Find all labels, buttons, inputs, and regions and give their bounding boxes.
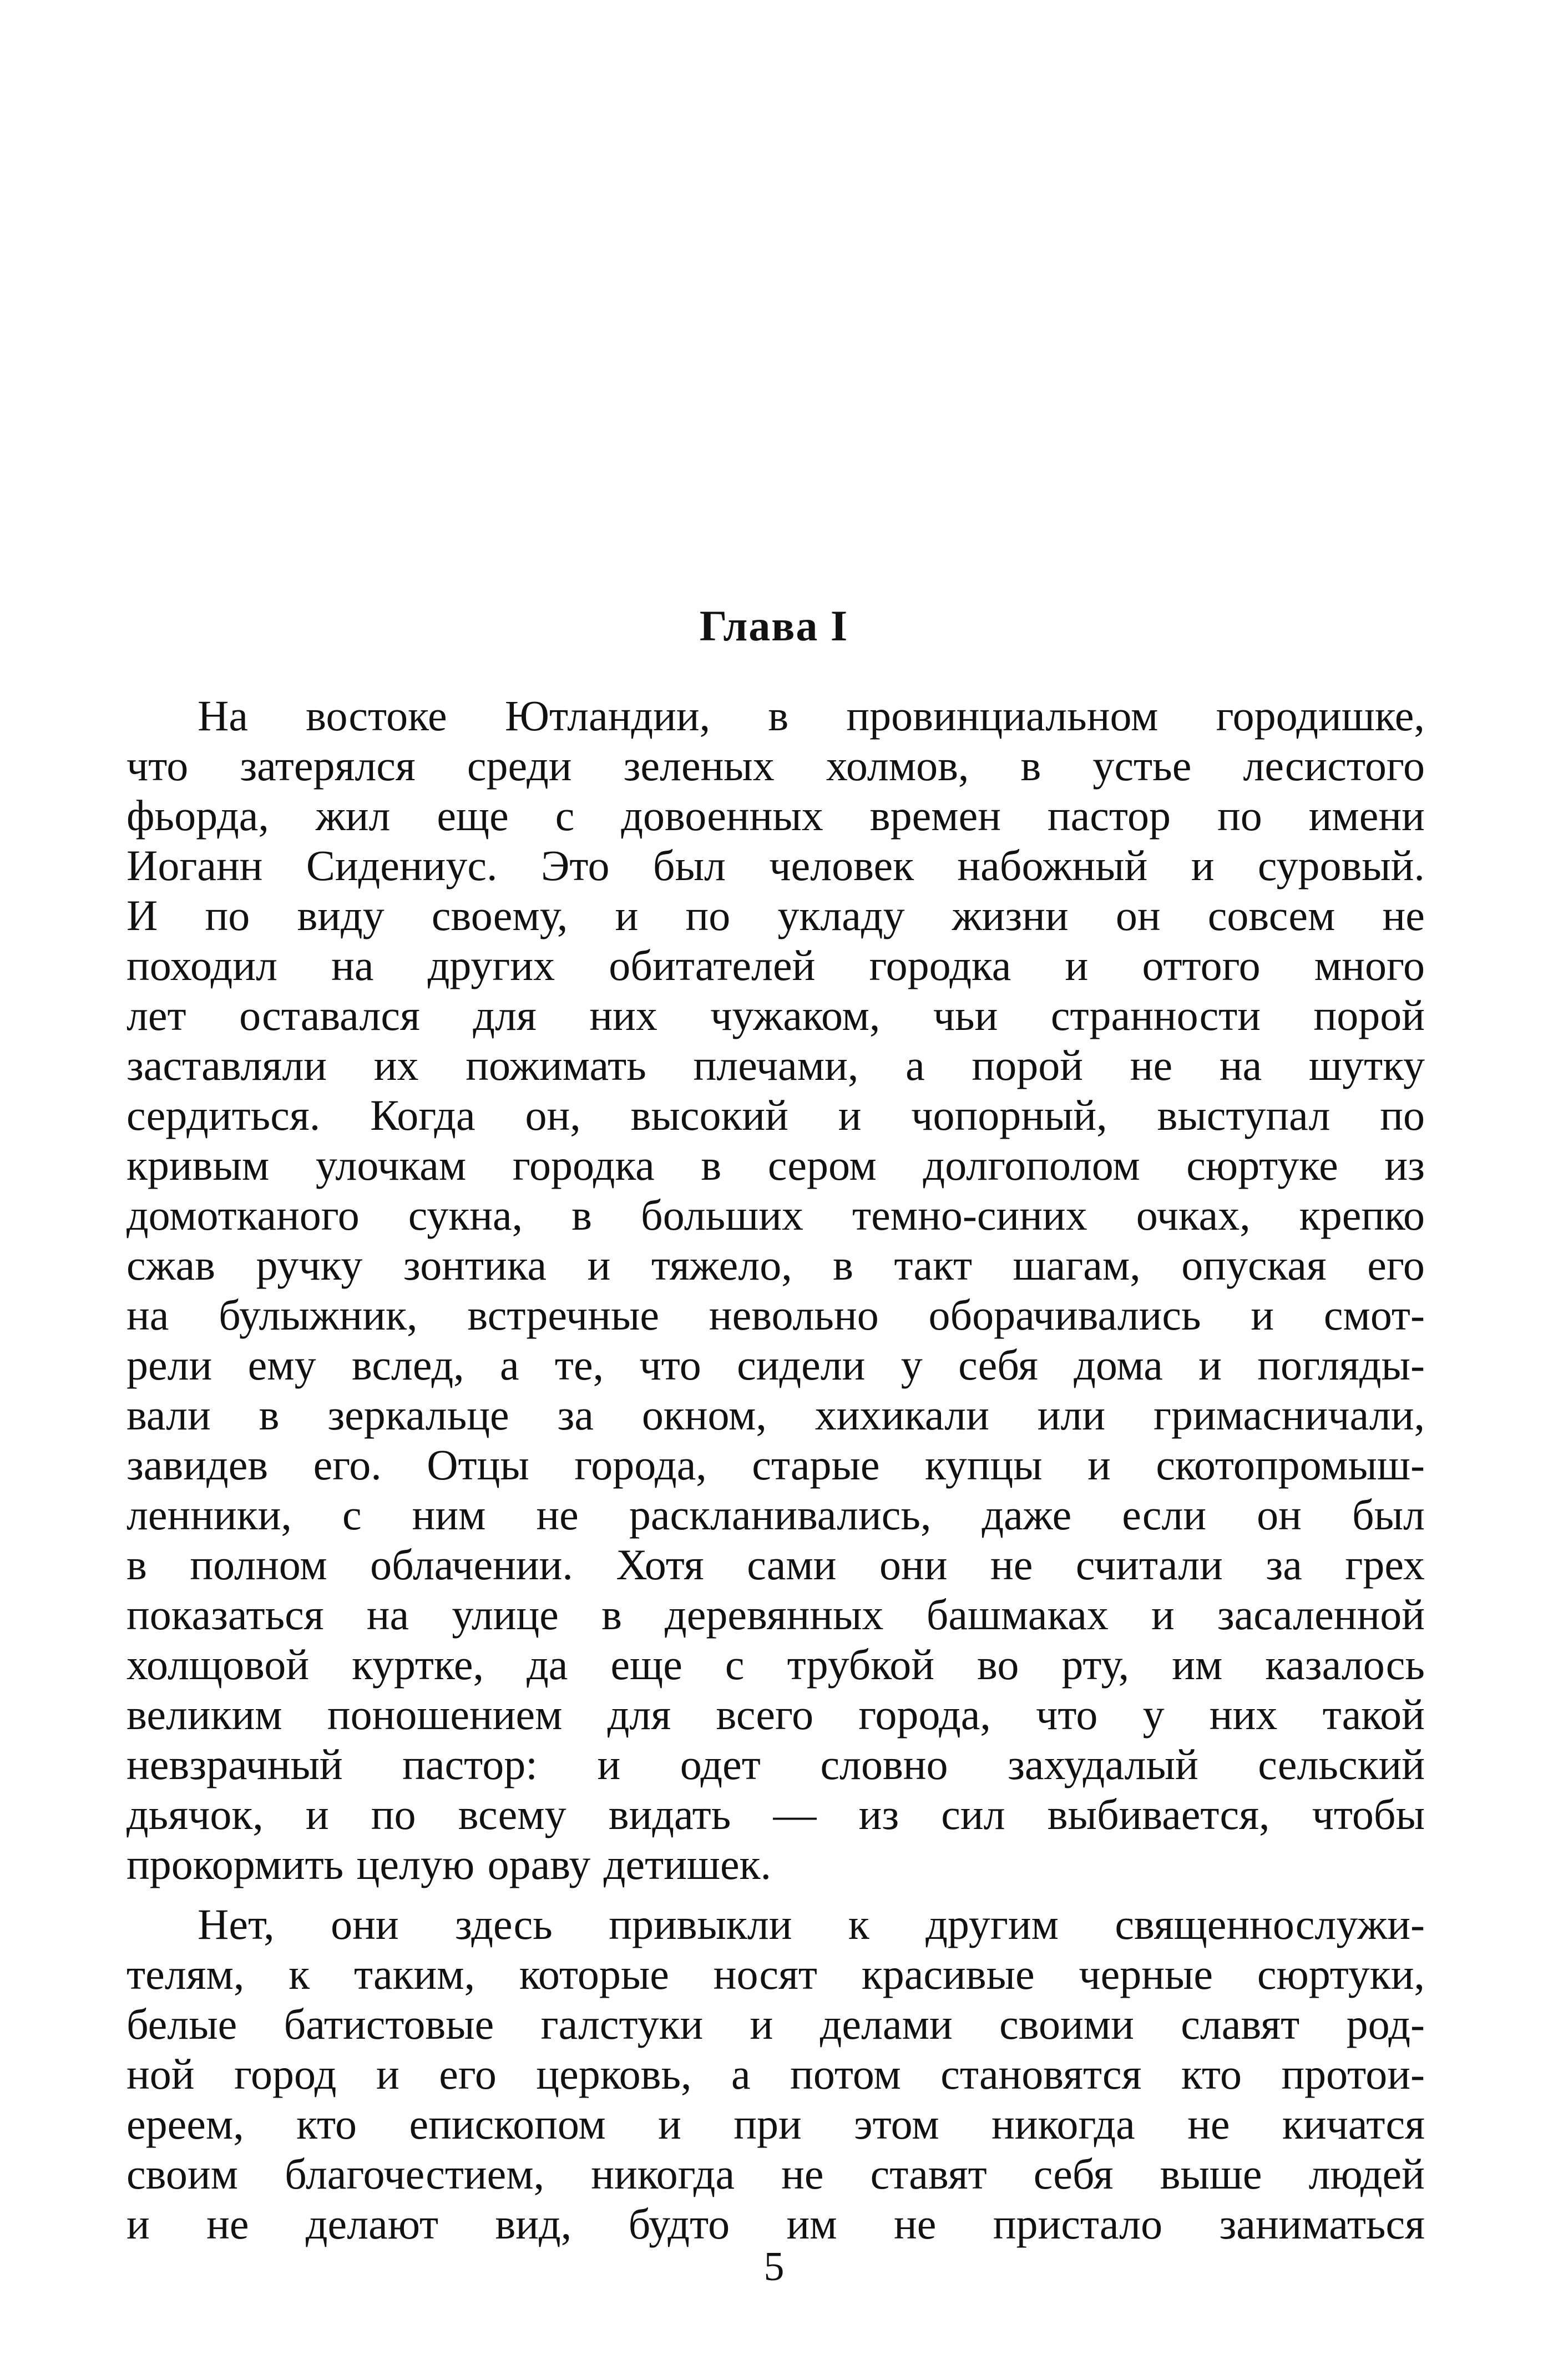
word: показаться (127, 1590, 324, 1639)
word: на (366, 1590, 409, 1639)
word: города, (858, 1690, 991, 1739)
word: порой (1313, 991, 1425, 1039)
word: у (901, 1341, 923, 1389)
word: по (1380, 1091, 1425, 1139)
word: времен (869, 791, 1001, 840)
word: род- (1346, 2000, 1425, 2048)
word: всего (716, 1690, 814, 1739)
word: он (1115, 891, 1161, 939)
word: деревянных (665, 1590, 884, 1639)
word: раскланивались, (629, 1490, 932, 1539)
word: они (879, 1540, 948, 1589)
word: священнослужи- (1115, 1900, 1425, 1948)
word: если (1122, 1490, 1207, 1539)
word: благочестием, (285, 2150, 545, 2198)
body-text (127, 691, 1425, 2249)
word: сукна, (408, 1191, 523, 1239)
word: он, (525, 1091, 581, 1139)
word: поношением (327, 1690, 563, 1739)
word: Хотя (616, 1540, 704, 1589)
word: по (1217, 791, 1262, 840)
word: к (848, 1900, 869, 1948)
word: И (127, 891, 158, 939)
word: Иоганн (127, 841, 263, 890)
word: чопорный, (911, 1091, 1107, 1139)
word: ораву (487, 1840, 591, 1888)
word: не (1187, 2100, 1230, 2148)
word: хихикали (815, 1391, 989, 1439)
word: холщовой (127, 1640, 310, 1689)
word: плечами, (693, 1041, 859, 1089)
word: среди (467, 741, 572, 790)
word: в (571, 1191, 593, 1239)
word: пастор: (402, 1740, 538, 1788)
word: сюртуке (1186, 1141, 1338, 1189)
word: облачении. (370, 1540, 573, 1589)
text-line (127, 991, 1425, 1040)
word: считали (1075, 1540, 1223, 1589)
word: пастор (1047, 791, 1171, 840)
word: зеркальце (327, 1391, 509, 1439)
word: он (1257, 1490, 1302, 1539)
word: черные (1079, 1950, 1213, 1998)
word: будто (628, 2200, 730, 2248)
word: погляды- (1257, 1341, 1425, 1389)
text-line (127, 941, 1425, 991)
word: городишке, (1216, 691, 1425, 740)
word: чтобы (1312, 1790, 1425, 1838)
word: в (701, 1141, 722, 1189)
word: имени (1308, 791, 1425, 840)
word: больших (641, 1191, 804, 1239)
word: делают (305, 2200, 439, 2248)
word: и (838, 1091, 862, 1139)
text-line (127, 1840, 1425, 1889)
word: никогда (591, 2150, 735, 2198)
text-line (127, 1740, 1425, 1790)
word: странности (1050, 991, 1261, 1039)
word: с (342, 1490, 362, 1539)
word: довоенных (621, 791, 823, 840)
word: рели (127, 1341, 213, 1389)
text-line (127, 1240, 1425, 1290)
word: улочкам (315, 1141, 467, 1189)
word: окном, (641, 1391, 767, 1439)
word: белые (127, 2000, 237, 2048)
text-line (127, 1390, 1425, 1440)
chapter-title: Глава I (699, 602, 849, 650)
text-line (127, 1440, 1425, 1490)
word: обитателей (609, 941, 816, 989)
word: булыжник, (219, 1291, 418, 1339)
word: славят (1181, 2000, 1300, 2048)
word: себя (1033, 2150, 1114, 2198)
word: из (1384, 1141, 1425, 1189)
word: им (1172, 1640, 1223, 1689)
word: холмов, (826, 741, 969, 790)
word: шутку (1309, 1041, 1425, 1089)
word: великим (127, 1690, 282, 1739)
word: не (536, 1490, 579, 1539)
word: Сидениус. (306, 841, 498, 890)
word: его (439, 2050, 497, 2098)
word: им (786, 2200, 837, 2248)
word: в (259, 1391, 280, 1439)
word: укладу (777, 891, 905, 939)
word: ленники, (127, 1490, 292, 1539)
word: и (587, 1241, 611, 1289)
word: дьячок, (127, 1790, 264, 1838)
word: в (1020, 741, 1041, 790)
word: что (1036, 1690, 1098, 1739)
word: много (1314, 941, 1425, 989)
word: башмаках (926, 1590, 1109, 1639)
word: скотопромыш- (1156, 1441, 1425, 1489)
word: не (206, 2200, 249, 2248)
word: и (1198, 1341, 1222, 1389)
word: вид, (495, 2200, 572, 2248)
word: и (127, 2200, 150, 2248)
word: батистовые (284, 2000, 494, 2048)
word: жизни (952, 891, 1069, 939)
word: домотканого (127, 1191, 360, 1239)
word: другим (925, 1900, 1059, 1948)
word: затерялся (240, 741, 416, 790)
word: востоке (306, 691, 447, 740)
word: а (499, 1341, 519, 1389)
word: фьорда, (127, 791, 269, 840)
word: а (905, 1041, 925, 1089)
word: долгополом (923, 1141, 1140, 1189)
word: протои- (1281, 2050, 1425, 2098)
word: а (731, 2050, 751, 2098)
word: вали (127, 1391, 211, 1439)
word: одет (680, 1740, 761, 1788)
word: выше (1160, 2150, 1262, 2198)
word: такой (1322, 1690, 1425, 1739)
word: дома (1074, 1341, 1163, 1389)
word: никогда (991, 2100, 1135, 2148)
word: людей (1308, 2150, 1425, 2198)
word: в (127, 1540, 147, 1589)
word: старые (752, 1441, 880, 1489)
text-line (127, 1140, 1425, 1190)
word: за (557, 1391, 594, 1439)
word: На (198, 691, 248, 740)
word: видать (608, 1790, 731, 1838)
word: Это (540, 841, 610, 890)
word: суровый. (1257, 841, 1425, 890)
word: заниматься (1219, 2200, 1425, 2248)
word: своими (999, 2000, 1134, 2048)
word: купцы (925, 1441, 1043, 1489)
word: прокормить (127, 1840, 344, 1888)
word: по (371, 1790, 416, 1838)
word: его. (313, 1441, 382, 1489)
word: был (1352, 1490, 1425, 1539)
word: них (589, 991, 657, 1039)
text-line (127, 791, 1425, 841)
word: кривым (127, 1141, 270, 1189)
word: на (1219, 1041, 1262, 1089)
word: лет (127, 991, 186, 1039)
word: невзрачный (127, 1740, 343, 1788)
word: по (205, 891, 250, 939)
word: городка (512, 1141, 655, 1189)
text-line (127, 1290, 1425, 1340)
word: телям, (127, 1950, 245, 1998)
word: заставляли (127, 1041, 327, 1089)
word: ним (412, 1490, 486, 1539)
word: к (289, 1950, 310, 1998)
word: себя (958, 1341, 1038, 1389)
word: что (639, 1341, 701, 1389)
word: с (555, 791, 575, 840)
word: епископом (409, 2100, 606, 2148)
word: Когда (370, 1091, 475, 1139)
word: при (733, 2100, 802, 2148)
word: даже (982, 1490, 1072, 1539)
word: его (1367, 1241, 1425, 1289)
word: тяжело, (651, 1241, 792, 1289)
text-line (127, 1540, 1425, 1590)
word: не (893, 2200, 937, 2248)
word: детишек. (603, 1840, 772, 1888)
word: устье (1092, 741, 1192, 790)
word: захудалый (1008, 1740, 1198, 1788)
word: красивые (861, 1950, 1035, 1998)
word: человек (769, 841, 914, 890)
word: в (768, 691, 789, 740)
word: и (750, 2000, 773, 2048)
word: для (607, 1690, 671, 1739)
text-line (127, 1690, 1425, 1740)
word: носят (713, 1950, 818, 1998)
text-line (127, 1490, 1425, 1540)
word: чужаком, (710, 991, 881, 1039)
word: сами (747, 1540, 837, 1589)
word: словно (820, 1740, 948, 1788)
word: жил (315, 791, 391, 840)
word: город (234, 2050, 337, 2098)
text-line (127, 2049, 1425, 2099)
word: здесь (454, 1900, 553, 1948)
text-line (127, 1090, 1425, 1140)
word: не (781, 2150, 824, 2198)
word: и (1191, 841, 1215, 890)
word: виду (297, 891, 385, 939)
word: всему (458, 1790, 566, 1838)
word: они (331, 1900, 399, 1948)
word: вслед, (351, 1341, 464, 1389)
word: очках, (1136, 1191, 1251, 1239)
word: походил (127, 941, 277, 989)
word: своим (127, 2150, 239, 2198)
word: не (990, 1540, 1033, 1589)
word: порой (972, 1041, 1083, 1089)
word: во (977, 1640, 1019, 1689)
word: шагам, (1013, 1241, 1141, 1289)
word: ереем, (127, 2100, 244, 2148)
word: ему (247, 1341, 316, 1389)
word: сером (767, 1141, 877, 1189)
word: церковь, (536, 2050, 692, 2098)
word: или (1037, 1391, 1106, 1439)
word: галстуки (540, 2000, 704, 2048)
word: да (527, 1640, 568, 1689)
word: и (305, 1790, 329, 1838)
word: — (773, 1790, 817, 1838)
word: сюртуки, (1257, 1950, 1425, 1998)
word: кто (296, 2100, 357, 2148)
word: сердиться. (127, 1091, 321, 1139)
text-line (127, 741, 1425, 791)
word: и (615, 891, 639, 939)
text-line (127, 2099, 1425, 2149)
word: становятся (940, 2050, 1142, 2098)
word: был (652, 841, 726, 890)
word: города, (574, 1441, 707, 1489)
text-line (127, 1640, 1425, 1690)
word: не (1130, 1041, 1173, 1089)
word: совсем (1207, 891, 1335, 939)
word: сжав (127, 1241, 215, 1289)
word: которые (519, 1950, 669, 1998)
text-line (127, 891, 1425, 941)
word: опуская (1181, 1241, 1327, 1289)
word: и (376, 2050, 399, 2098)
word: завидев (127, 1441, 269, 1489)
word: целую (356, 1840, 475, 1888)
word: те, (554, 1341, 604, 1389)
word: Ютландии, (504, 691, 711, 740)
word: зонтика (403, 1241, 547, 1289)
word: кичатся (1282, 2100, 1425, 2148)
word: оттого (1142, 941, 1261, 989)
word: у (1142, 1690, 1165, 1739)
word: кто (1181, 2050, 1242, 2098)
word: улице (452, 1590, 559, 1639)
word: для (473, 991, 537, 1039)
word: в (833, 1241, 854, 1289)
word: оборачивались (928, 1291, 1201, 1339)
word: делами (819, 2000, 953, 2048)
word: за (1266, 1540, 1302, 1589)
word: и (1087, 1441, 1111, 1489)
word: что (127, 741, 189, 790)
word: сельский (1258, 1740, 1425, 1788)
text-line (127, 1040, 1425, 1090)
text-line (127, 1899, 1425, 1949)
word: грех (1345, 1540, 1425, 1589)
word: пожимать (466, 1041, 646, 1089)
text-line (127, 1340, 1425, 1390)
word: встречные (467, 1291, 660, 1339)
word: с (725, 1640, 745, 1689)
word: ставят (870, 2150, 987, 2198)
word: Нет, (198, 1900, 275, 1948)
word: на (331, 941, 374, 989)
word: потом (790, 2050, 901, 2098)
word: смот- (1323, 1291, 1425, 1339)
word: темно-синих (852, 1191, 1087, 1239)
word: Отцы (427, 1441, 529, 1489)
word: из (858, 1790, 899, 1838)
word: на (127, 1291, 169, 1339)
word: пристало (993, 2200, 1163, 2248)
text-line (127, 1790, 1425, 1840)
word: невольно (709, 1291, 879, 1339)
word: других (427, 941, 555, 989)
word: полном (190, 1540, 327, 1589)
word: ной (127, 2050, 195, 2098)
word: еще (437, 791, 509, 840)
word: трубкой (787, 1640, 934, 1689)
word: засаленной (1217, 1590, 1425, 1639)
word: сидели (737, 1341, 866, 1389)
paragraph-gap (127, 1889, 1425, 1899)
text-line (127, 841, 1425, 891)
word: сил (941, 1790, 1005, 1838)
word: провинциальном (846, 691, 1159, 740)
word: не (1382, 891, 1425, 939)
word: своему, (431, 891, 568, 939)
word: чьи (933, 991, 998, 1039)
word: этом (854, 2100, 939, 2148)
word: выступал (1157, 1091, 1331, 1139)
word: и (1151, 1590, 1175, 1639)
word: крепко (1299, 1191, 1425, 1239)
word: и (1065, 941, 1089, 989)
word: городка (869, 941, 1011, 989)
word: высокий (630, 1091, 788, 1139)
page-number: 5 (763, 2244, 785, 2290)
text-line (127, 1999, 1425, 2049)
text-line (127, 1190, 1425, 1240)
text-line (127, 1590, 1425, 1640)
word: них (1209, 1690, 1278, 1739)
word: гримасничали, (1154, 1391, 1425, 1439)
word: казалось (1265, 1640, 1425, 1689)
word: еще (610, 1640, 682, 1689)
word: ручку (256, 1241, 363, 1289)
word: таким, (353, 1950, 475, 1998)
word: и (1251, 1291, 1274, 1339)
word: набожный (957, 841, 1148, 890)
word: куртке, (352, 1640, 484, 1689)
word: зеленых (623, 741, 775, 790)
word: их (373, 1041, 419, 1089)
word: привыкли (609, 1900, 792, 1948)
text-line (127, 691, 1425, 741)
word: такт (894, 1241, 973, 1289)
text-line (127, 1949, 1425, 1999)
word: оставался (239, 991, 420, 1039)
word: и (658, 2100, 681, 2148)
word: рту, (1061, 1640, 1130, 1689)
text-line (127, 2149, 1425, 2199)
word: лесистого (1243, 741, 1425, 790)
word: выбивается, (1047, 1790, 1270, 1838)
word: по (685, 891, 731, 939)
word: и (597, 1740, 621, 1788)
word: в (601, 1590, 622, 1639)
